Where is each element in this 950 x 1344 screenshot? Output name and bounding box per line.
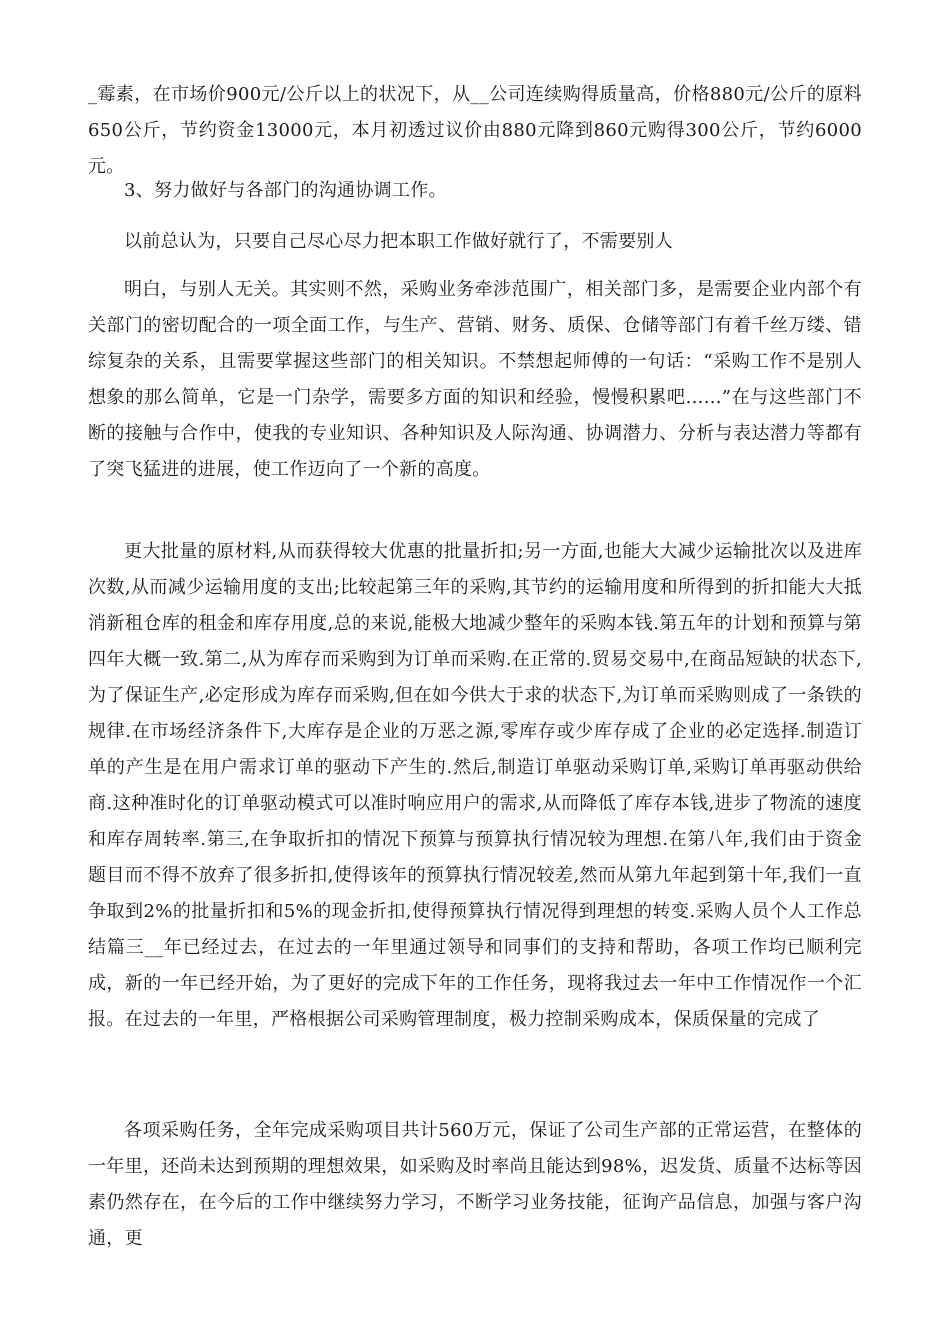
paragraph-annual-tasks: 各项采购任务，全年完成采购项目共计560万元，保证了公司生产部的正常运营，在整体的一年里，还尚未达到预期的理想效果，如采购及时率尚且能达到98%，迟发货、质量不达标等因素仍然存在，在今后的工作中继续努力学习，不断学习业务技能，征询产品信息，加强与客户沟通，更 [88, 1120, 862, 1249]
paragraph-previous-thought: 以前总认为，只要自己尽心尽力把本职工作做好就行了，不需要别人 [124, 231, 673, 252]
section-heading-communication: 3、努力做好与各部门的沟通协调工作。 [124, 180, 447, 201]
paragraph-department-cooperation: 明白，与别人无关。其实则不然，采购业务牵涉范围广，相关部门多，是需要企业内部个有关部门的密切配合的一项全面工作，与生产、营销、财务、质保、仓储等部门有着千丝万缕、错综复杂的关系，且需要掌握这些部门的相关知识。不禁想起师傅的一句话：“采购工作不是别人想象的那么简单，它是一门杂学，需要多方面的知识和经验，慢慢积累吧......”在与这些部门不断的接触与合作中，使我的专业知识、各种知识及人际沟通、协调潜力、分析与表达潜力等都有了突飞猛进的进展，使工作迈向了一个新的高度。 [88, 279, 862, 480]
paragraph-purchase-savings: _霉素，在市场价900元/公斤以上的状况下，从__公司连续购得质量高，价格880元/公斤的原料650公斤，节约资金13000元，本月初透过议价由880元降到860元购得300公斤，节约6000元。 [88, 84, 862, 177]
paragraph-batch-discount: 更大批量的原材料,从而获得较大优惠的批量折扣;另一方面,也能大大减少运输批次以及进库次数,从而减少运输用度的支出;比较起第三年的采购,其节约的运输用度和所得到的折扣能大大抵消新租仓库的租金和库存用度,总的来说,能极大地减少整年的采购本钱.第五年的计划和预算与第四年大概一致.第二,从为库存而采购到为订单而采购.在正常的.贸易交易中,在商品短缺的状态下,为了保证生产,必定形成为库存而采购,但在如今供大于求的状态下,为订单而采购则成了一条铁的规律.在市场经济条件下,大库存是企业的万恶之源,零库存或少库存成了企业的必定选择.制造订单的产生是在用户需求订单的驱动下产生的.然后,制造订单驱动采购订单,采购订单再驱动供给商.这种准时化的订单驱动模式可以准时响应用户的需求,从而降低了库存本钱,进步了物流的速度和库存周转率.第三,在争取折扣的情况下预算与预算执行情况较为理想.在第八年,我们由于资金题目而不得不放弃了很多折扣,使得该年的预算执行情况较差,然而从第九年起到第十年,我们一直争取到2%的批量折扣和5%的现金折扣,使得预算执行情况得到理想的转变.采购人员个人工作总结篇三__年已经过去，在过去的一年里通过领导和同事们的支持和帮助，各项工作均已顺利完成，新的一年已经开始，为了更好的完成下年的工作任务，现将我过去一年中工作情况作一个汇报。在过去的一年里，严格根据公司采购管理制度，极力控制采购成本，保质保量的完成了 [88, 541, 862, 1030]
